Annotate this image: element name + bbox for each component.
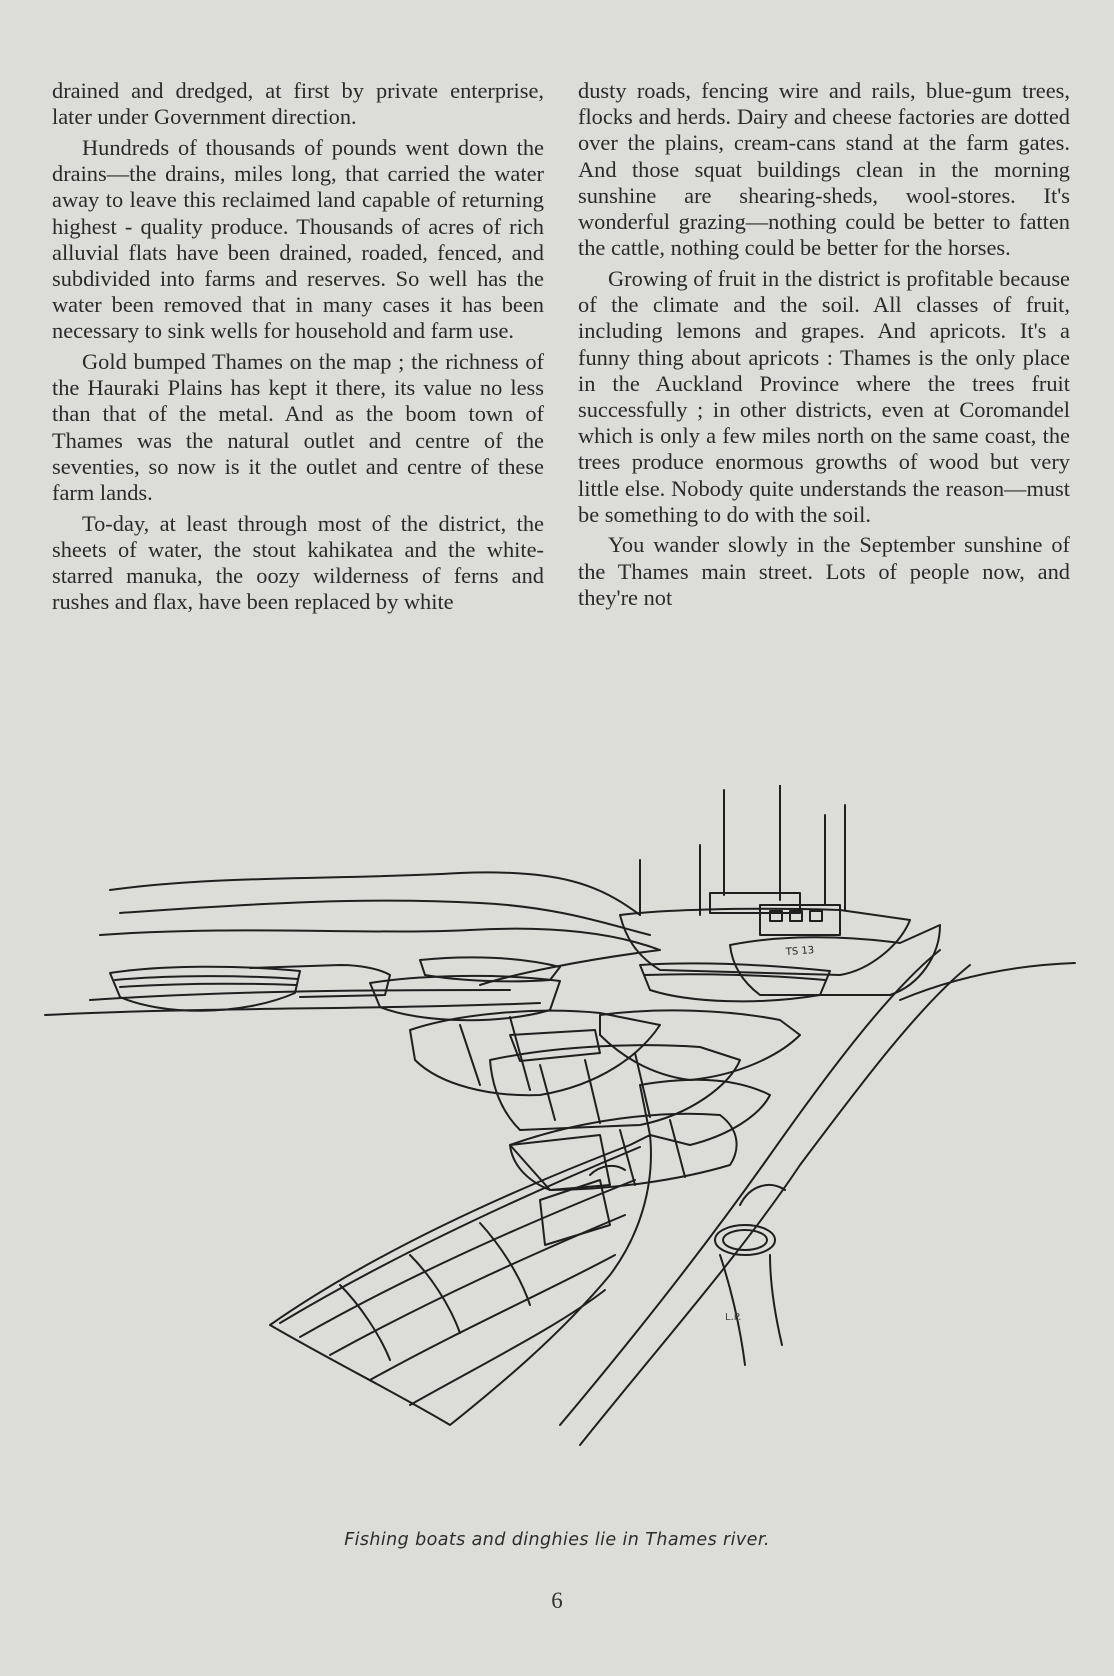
rope-line xyxy=(770,1255,782,1345)
paragraph: You wander slowly in the September sunshine of the Thames main street. Lots of people now, and they're not xyxy=(578,532,1070,610)
paragraph: Growing of fruit in the district is profitable because of the climate and the soil. All classes of fruit, including lemons and grapes. And apricots. It's a funny thing about apricots : Thames is the only place in the Auckland Province where the trees fruit successfully ; in other districts, even at Coromandel which is only a few miles north on the same coast, the trees produce enormous growths of wood but very little else. Nobody quite understands the reason—must be something to do with the soil. xyxy=(578,265,1070,527)
page-number: 6 xyxy=(551,1588,563,1613)
foreground-dinghy xyxy=(270,1135,651,1425)
dinghy-gunwale xyxy=(280,1147,640,1323)
dinghy-seat xyxy=(670,1120,685,1177)
dinghy xyxy=(370,976,560,1020)
near-bank xyxy=(45,1003,540,1015)
dinghy-seat xyxy=(460,1025,480,1085)
dinghy-seat xyxy=(585,1060,600,1123)
right-text-column xyxy=(578,78,1070,616)
dinghy-seat xyxy=(340,1285,390,1360)
paragraph: Gold bumped Thames on the map ; the richness of the Hauraki Plains has kept it there, its value no less than that of the metal. And as the boom town of Thames was the natural outlet and centre of the seventies, so now is it the outlet and centre of these farm lands. xyxy=(52,349,544,506)
dinghy xyxy=(640,1080,770,1145)
paragraph: dusty roads, fencing wire and rails, blue-gum trees, flocks and herds. Dairy and cheese factories are dotted over the plains, cream-cans stand at the farm gates. And those squat buildings clean in the morning sunshine are shearing-sheds, wool-stores. It's wonderful grazing—nothing could be better to fatten the cattle, nothing could be better for the horses. xyxy=(578,78,1070,261)
dinghy-plank xyxy=(645,974,825,980)
illustration-caption: Fishing boats and dinghies lie in Thames river. xyxy=(344,1530,770,1550)
dinghy-hatching xyxy=(510,1030,600,1061)
dinghy-plank xyxy=(330,1215,625,1355)
dinghy-seat xyxy=(620,1130,635,1185)
paragraph: drained and dredged, at first by private enterprise, later under Government direction. xyxy=(52,78,544,130)
cabin-window xyxy=(810,911,822,921)
paragraph: Hundreds of thousands of pounds went down the drains—the drains, miles long, that carried the water away to leave this reclaimed land capable of returning highest - quality produce. Thousands of acres of rich alluvial flats have been drained, roaded, fenced, and subdivided into farms and reserves. So well has the water been removed that in many cases it has been necessary to sink wells for household and farm use. xyxy=(52,134,544,344)
dinghy xyxy=(110,967,300,1011)
water-line xyxy=(90,990,510,1000)
boats-illustration xyxy=(40,785,1080,1545)
dinghy-plank xyxy=(410,1290,605,1405)
dinghy-gunwale xyxy=(115,976,298,980)
dinghy xyxy=(490,1045,740,1130)
dinghy-plank xyxy=(120,984,296,987)
artist-initials: L.P. xyxy=(725,1312,742,1323)
paragraph: To-day, at least through most of the district, the sheets of water, the stout kahikatea and the white-starred manuka, the oozy wilderness of ferns and rushes and flax, have been replaced by white xyxy=(52,510,544,615)
boat-number-label: TS 13 xyxy=(785,945,815,958)
left-text-column xyxy=(52,78,544,620)
rope-line xyxy=(720,1255,745,1365)
wharf-edge xyxy=(580,965,970,1445)
dinghy-plank xyxy=(300,1180,635,1337)
